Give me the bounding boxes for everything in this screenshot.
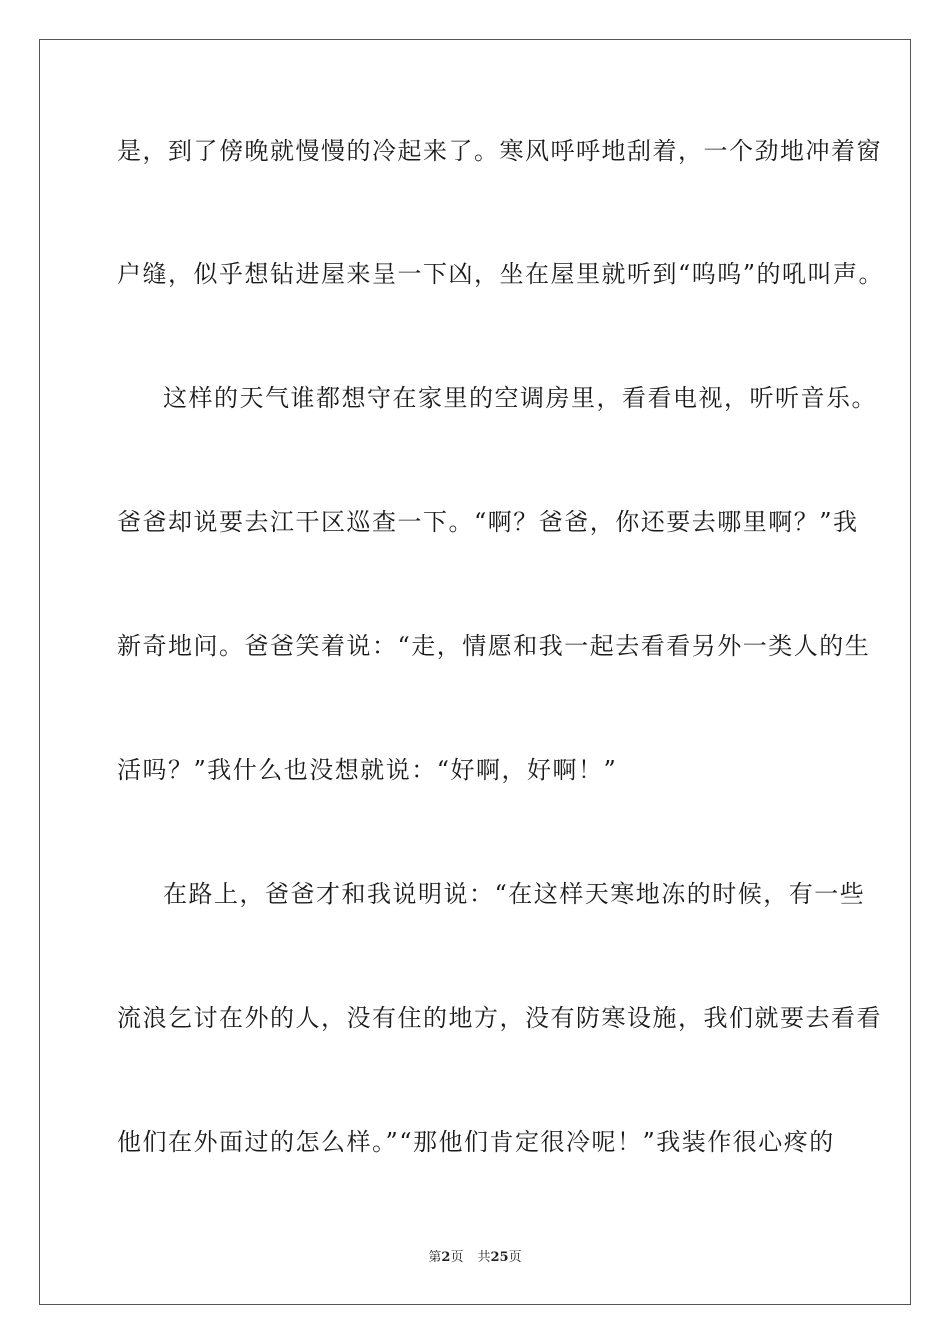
page-prefix: 第 [428,1250,442,1265]
total-pages: 25 [490,1250,509,1265]
text-line-7: 在路上，爸爸才和我说明说：“在这样天寒地冻的时候，有一些 [163,880,866,908]
total-suffix: 页 [508,1250,522,1265]
text-line-9: 他们在外面过的怎么样。”“那他们肯定很冷呢！”我装作很心疼的 [117,1128,835,1156]
text-line-4: 爸爸却说要去江干区巡查一下。“啊？爸爸，你还要去哪里啊？”我 [117,508,859,536]
text-line-6: 活吗？”我什么也没想就说：“好啊，好啊！” [117,756,618,784]
text-line-3: 这样的天气谁都想守在家里的空调房里，看看电视，听听音乐。 [163,384,877,412]
page-suffix: 页 [450,1250,464,1265]
text-line-1: 是，到了傍晚就慢慢的冷起来了。寒风呼呼地刮着，一个劲地冲着窗 [117,137,882,165]
text-line-5: 新奇地问。爸爸笑着说：“走，情愿和我一起去看看另外一类人的生 [117,632,871,660]
page-footer [0,1250,950,1266]
page-number: 2 [441,1250,451,1265]
text-line-2: 户缝，似乎想钻进屋来呈一下凶，坐在屋里就听到“呜呜”的吼叫声。 [117,260,885,288]
text-line-8: 流浪乞讨在外的人，没有住的地方，没有防寒设施，我们就要去看看 [117,1004,882,1032]
page-frame [39,39,911,1305]
total-prefix: 共 [477,1250,491,1265]
